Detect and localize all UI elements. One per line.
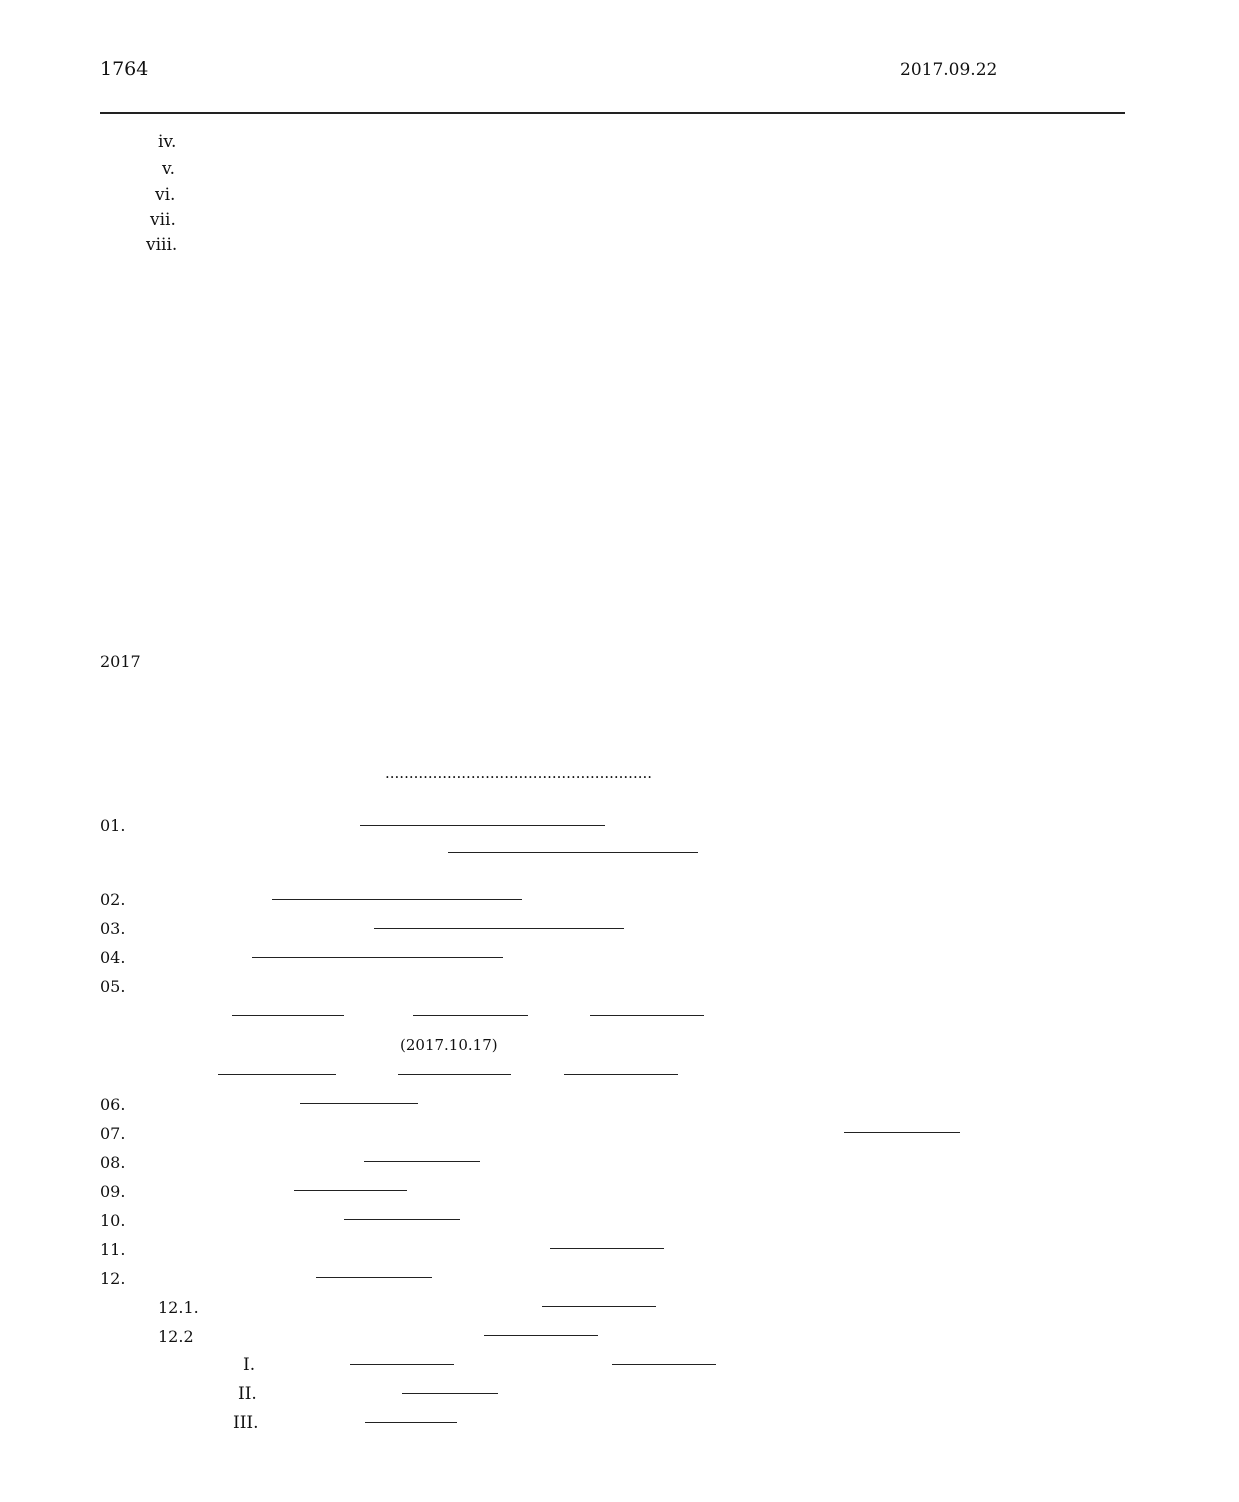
form-fill-line [402,1381,498,1394]
form-fill-line [272,887,522,900]
list-numeral-viii: viii. [146,235,178,255]
form-fill-line [484,1323,598,1336]
form-item-number: 03. [100,919,126,938]
form-item-number: 11. [100,1240,126,1259]
form-fill-line [612,1352,716,1365]
form-fill-line [232,1003,344,1016]
list-numeral-iv: iv. [158,132,177,152]
form-fill-line [252,945,503,958]
form-roman-numeral: III. [233,1413,259,1433]
form-item-number: 04. [100,948,126,967]
form-item-number: 06. [100,1095,126,1114]
form-subitem-number: 12.2 [158,1327,194,1346]
form-fill-line [550,1236,664,1249]
form-fill-line [360,813,605,826]
form-fill-line [590,1003,704,1016]
form-fill-line [300,1091,418,1104]
form-item-number: 08. [100,1153,126,1172]
header-divider [100,112,1125,114]
form-fill-line [344,1207,460,1220]
page-number: 1764 [100,58,149,80]
form-dots: ........................................................ [385,764,653,782]
form-fill-line [365,1410,457,1423]
form-item-number: 10. [100,1211,126,1230]
form-fill-line [564,1062,678,1075]
form-fill-line [542,1294,656,1307]
form-roman-numeral: I. [243,1355,256,1375]
form-fill-line [413,1003,528,1016]
list-numeral-vi: vi. [155,185,176,205]
form-item-number: 01. [100,816,126,835]
form-roman-numeral: II. [238,1384,257,1404]
form-fill-line [218,1062,336,1075]
form-fill-line [350,1352,454,1365]
form-subitem-number: 12.1. [158,1298,199,1317]
gazette-date: 2017.09.22 [900,60,998,80]
form-item-number: 05. [100,977,126,996]
form-fill-line [316,1265,432,1278]
form-item-number: 07. [100,1124,126,1143]
form-fill-line [844,1120,960,1133]
form-fill-line [364,1149,480,1162]
form-item-number: 09. [100,1182,126,1201]
form-item-number: 02. [100,890,126,909]
form-fill-line [374,916,624,929]
form-item-number: 12. [100,1269,126,1288]
list-numeral-v: v. [162,159,175,179]
form-fill-line [448,840,698,853]
form-fill-line [398,1062,511,1075]
age-reference-date: (2017.10.17) [400,1036,498,1054]
list-numeral-vii: vii. [150,210,176,230]
notice-year: 2017 [100,652,141,671]
form-fill-line [294,1178,407,1191]
